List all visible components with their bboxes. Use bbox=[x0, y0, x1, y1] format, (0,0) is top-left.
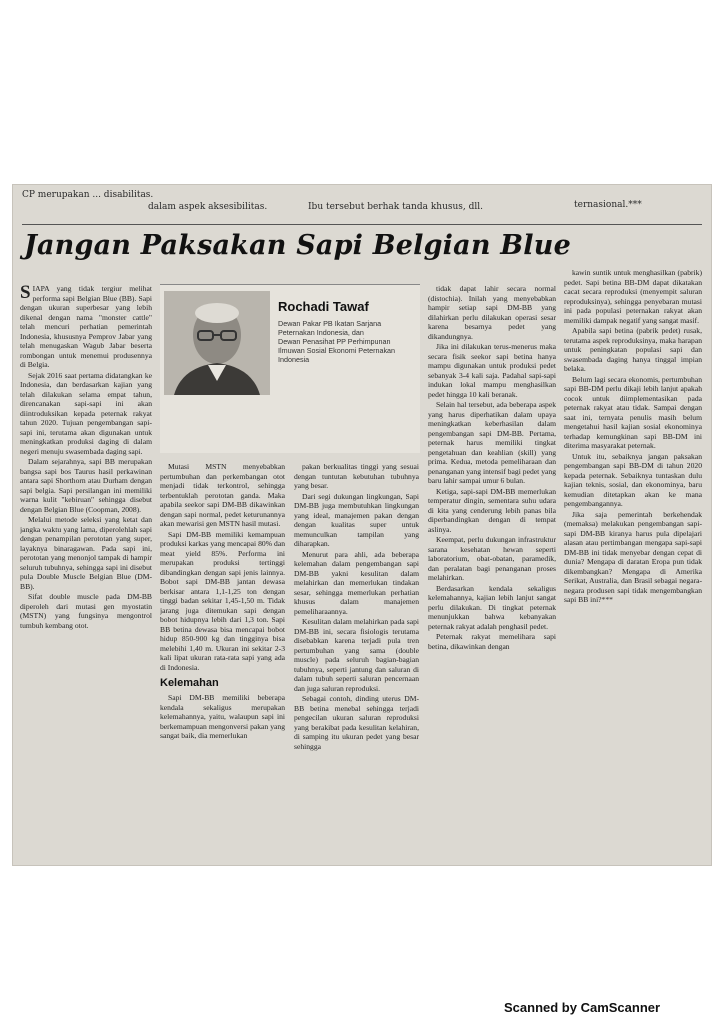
strip-text-4: ternasional.*** bbox=[574, 200, 642, 210]
author-role-line-1: Dewan Pakar PB Ikatan Sarjana Peternakan Indonesia, dan bbox=[278, 319, 382, 337]
paragraph: Melalui metode seleksi yang ketat dan jangka waktu yang lama, diperolehlah sapi dengan penampilan perototan yang super, layaknya binaragawan. Pada sapi ini, perototan yang menonjol tampak di hampir seluruh tubuhnya, sehingga sapi ini disebut pula Double Muscle Belgian Blue (DM-BB). bbox=[20, 515, 152, 591]
paragraph: Menurut para ahli, ada beberapa kelemahan dalam pengembangan sapi DM-BB yakni kesulitan dalam melahirkan dan memerlukan tindakan sesar, sehingga memerlukan perhatian khusus dalam manajemen pemeliharaannya. bbox=[294, 549, 419, 616]
paragraph: Dalam sejarahnya, sapi BB merupakan bangsa sapi bos Taurus hasil perkawinan antara sapi Shorthorn atau Durham dengan sapi belgia. Sapi persilangan ini memiliki warna kulit "kebiruan" sehingga disebut dengan Belgian Blue (Coopman, 2008). bbox=[20, 457, 152, 514]
strip-text-3: Ibu tersebut berhak tanda khusus, dll. bbox=[308, 202, 484, 212]
author-portrait-icon bbox=[164, 291, 270, 395]
paragraph: Jika saja pemerintah berkehendak (memaksa) melakukan pengembangan sapi-sapi DM-BB kiranya harus pula dipelajari alasan atau pertimbangan mengapa sapi-sapi DM-BB ini tidak menyebar dengan cepat di dunia? Mengapa di daratan Eropa pun tidak dikembangkan? Mengapa di Amerika Serikat, Australia, dan Brasil sebagai negara-negara produsen sapi tidak mengembangkan sapi BB ini?*** bbox=[564, 509, 702, 604]
paragraph: pakan berkualitas tinggi yang sesuai dengan tuntutan kebutuhan tubuhnya yang besar. bbox=[294, 462, 419, 490]
paragraph: Berdasarkan kendala sekaligus kelemahannya, kajian lebih lanjut sangat perlu dilakukan. Di tingkat peternak menunjukkan bahwa kebanyakan peternak rakyat adalah penghasil pedet. bbox=[428, 583, 556, 631]
strip-text-2: dalam aspek aksesibilitas. bbox=[148, 202, 268, 212]
paragraph: Sapi DM-BB memiliki beberapa kendala sekaligus merupakan kelemahannya, yaitu, walaupun sapi ini berkemampuan mengonversi pakan yang sangat baik, dia memerlukan bbox=[160, 693, 285, 740]
paragraph: Dari segi dukungan lingkungan, Sapi DM-BB juga membutuhkan lingkungan yang ideal, manajemen pakan dengan dengan kualitas super untuk memunculkan tampilan yang diharapkan. bbox=[294, 491, 419, 548]
paragraph: Mutasi MSTN menyebabkan pertumbuhan dan perkembangan otot menjadi tidak terkontrol, sehingga terbentuklah perototan ganda. Maka apabila seekor sapi DM-BB dikawinkan dengan sapi normal, pedet keturunannya akan mewarisi gen MSTN hasil mutasi. bbox=[160, 462, 285, 528]
divider bbox=[22, 224, 702, 225]
paragraph: Sapi DM-BB memiliki kemampuan produksi karkas yang mencapai 80% dan meat yield 85%. Performa ini merupakan produksi tertinggi dibandingkan dengan sapi jenis lainnya. Bobot sapi DM-BB jantan dewasa berkisar antara 1,1-1,25 ton dengan tinggi badan sekitar 1,45-1,50 m. Tidak jarang juga ditemukan sapi dengan bobot hidupnya lebih dari 1,3 ton. Sapi BB betina dewasa bisa mencapai bobot hidup 850-900 kg dan tingginya bisa melebihi 1,40 m. Ukuran ini sekitar 2-3 kali lipat ukuran rata-rata sapi yang ada di Indonesia. bbox=[160, 529, 285, 672]
author-role-line-2: Dewan Penasihat PP Perhimpunan Ilmuwan Sosial Ekonomi Peternakan Indonesia bbox=[278, 337, 396, 364]
paragraph: kawin suntik untuk menghasilkan (pabrik) pedet. Sapi betina BB-DM dapat dikatakan cacat secara reproduksi (menyempit saluran reproduksinya), sehingga penyebaran mutasi ini pada populasi peternakan rakyat akan memiliki dampak negatif yang sangat masif. bbox=[564, 268, 702, 325]
newspaper-clipping bbox=[12, 184, 712, 866]
paragraph: Sebagai contoh, dinding uterus DM-BB betina menebal sehingga terjadi pengecilan ukuran saluran reproduksi yang berakibat pada kesulitan kelahiran, di samping itu ukuran pedet yang besar sehingga bbox=[294, 694, 419, 751]
article-column-1 bbox=[20, 284, 152, 864]
article-column-3 bbox=[294, 462, 419, 862]
author-name: Rochadi Tawaf bbox=[278, 299, 369, 314]
article-column-5 bbox=[564, 268, 702, 848]
scanner-watermark: Scanned by CamScanner bbox=[504, 1000, 661, 1015]
previous-article-strip bbox=[12, 184, 712, 222]
paragraph: Sejak 2016 saat pertama didatangkan ke Indonesia, dan berdasarkan kajian yang telah dilakukan selama empat tahun, direncanakan sapi-sapi ini akan diintroduksikan kepada peternak rakyat tahun 2020. Tujuan pengembangan sapi-sapi ini, terutama akan digunakan untuk meningkatkan produksi daging di dalam negeri menuju swasembada daging sapi. bbox=[20, 370, 152, 456]
paragraph: Untuk itu, sebaiknya jangan paksakan pengembangan sapi BB-DM di tahun 2020 kepada peternak. Sebaiknya tuntaskan dulu kajian teknis, sosial, dan ekonominya, baru kemudian ditetapkan akan ke mana pengembangannya. bbox=[564, 451, 702, 508]
strip-text-1: CP merupakan ... disabilitas. bbox=[22, 190, 154, 200]
paragraph: Peternak rakyat memelihara sapi betina, dikawinkan dengan bbox=[428, 632, 556, 651]
paragraph: tidak dapat lahir secara normal (distochia). Inilah yang menyebabkan hampir setiap sapi DM-BB yang dilahirkan perlu dilakukan operasi sesar karena besarnya pedet yang dikandungnya. bbox=[428, 284, 556, 341]
paragraph: Sifat double muscle pada DM-BB diperoleh dari mutasi gen myostatin (MSTN) yang fungsinya mengontrol tumbuh kembang otot. bbox=[20, 592, 152, 630]
paragraph: Jika ini dilakukan terus-menerus maka secara fisik seekor sapi betina hanya mampu digunakan untuk produksi pedet sebanyak 3-4 kali saja. Padahal sapi-sapi indukan lokal mampu menghasilkan pedet hingga 10 kali beranak. bbox=[428, 342, 556, 399]
section-subheading: Kelemahan bbox=[160, 677, 219, 689]
paragraph: Apabila sapi betina (pabrik pedet) rusak, terutama aspek reproduksinya, maka harapan untuk peningkatan populasi sapi dan swasembada daging hanya tinggal impian belaka. bbox=[564, 326, 702, 373]
author-affiliation bbox=[278, 319, 416, 364]
paragraph: Kesulitan dalam melahirkan pada sapi DM-BB ini, secara fisiologis terutama disebabkan karena terjadi pula tren pertumbuhan yang sama (double muscle) pada seluruh bagian-bagian tubuhnya, seperti jantung dan saluran di dalam tubuh seperti saluran pencernaan dan juga saluran reproduksi. bbox=[294, 617, 419, 693]
article-headline: Jangan Paksakan Sapi Belgian Blue bbox=[24, 230, 571, 261]
author-photo bbox=[164, 291, 270, 395]
article-column-4 bbox=[428, 284, 556, 864]
paragraph: Belum lagi secara ekonomis, pertumbuhan sapi BB-DM perlu dikaji lebih lanjut apakah cocok untuk diimplementasikan pada peternak rakyat atau tidak. Sampai dengan saat ini, ternyata penulis masih belum mengetahui hasil kajian sosial ekonominya terhadap kemungkinan sapi BB-DM ini diterima masyarakat peternak. bbox=[564, 374, 702, 450]
article-column-2 bbox=[160, 462, 285, 862]
paragraph: Keempat, perlu dukungan infrastruktur sarana kesehatan hewan seperti laboratorium, obat-obatan, paramedik, dan peralatan bagi penanganan proses melahirkan. bbox=[428, 535, 556, 582]
paragraph: SIAPA yang tidak tergiur melihat performa sapi Belgian Blue (BB). Sapi dengan ukuran superbesar yang lebih dikenal dengan nama "monster cattle" telah mencuri perhatian pemerintah Indonesia, khususnya Pemprov Jabar yang telah menugaskan Wagub Jabar beserta rombongan untuk menemui produsennya di Belgia. bbox=[20, 284, 152, 369]
paragraph: Ketiga, sapi-sapi DM-BB memerlukan temperatur dingin, sementara suhu udara di kita yang cenderung lebih panas bila diperbandingkan dengan di tempat aslinya. bbox=[428, 486, 556, 534]
author-box bbox=[160, 284, 420, 453]
paragraph: Selain hal tersebut, ada beberapa aspek yang harus diperhatikan dalam upaya meningkatkan keberhasilan dalam pengembangan sapi DM-BB. Pertama, peternak harus memiliki tingkat pengetahuan dan keahlian (skill) yang prima. Kedua, metoda pemeliharaan dan penanganan yang intensif bagi pedet yang baru lahir sampai umur 6 bulan. bbox=[428, 400, 556, 485]
